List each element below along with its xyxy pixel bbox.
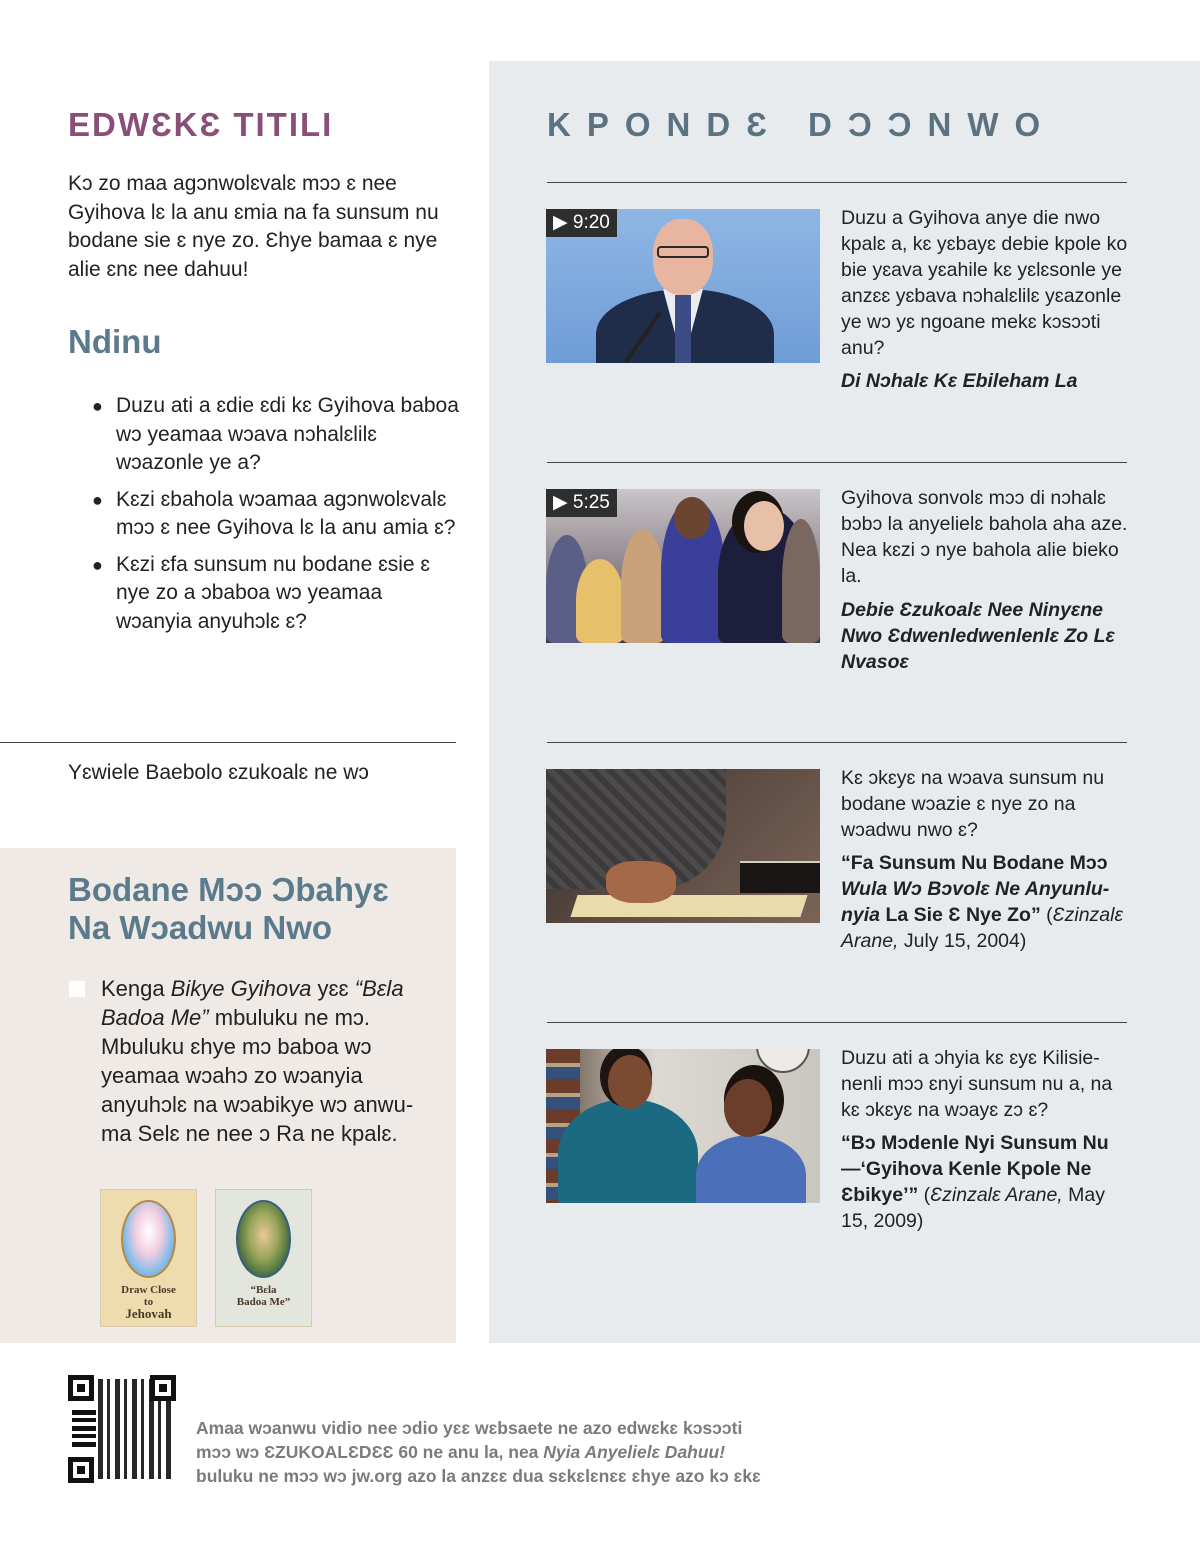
question-text: Duzu ati a ɛdie ɛdi kɛ Gyihova baboa wɔ yeamaa wɔava nɔhalɛlilɛ wɔazonle ye a? xyxy=(116,394,459,474)
divider xyxy=(547,1022,1127,1023)
question-text: Kɛzi ɛfa sunsum nu bodane ɛsie ɛ nye zo a ɔbaboa wɔ yeamaa wɔanyia anyuhɔlɛ ɛ? xyxy=(116,552,431,633)
article-question: Kɛ ɔkɛyɛ na wɔava sunsum nu bodane wɔazie ɛ nye zo na wɔadwu nwo ɛ? xyxy=(841,767,1105,841)
video-description: Gyihova sonvolɛ mɔɔ di nɔhalɛ bɔbɔ la anyelielɛ bahola aha aze. Nea kɛzi ɔ nye bahola alie bieko la. xyxy=(841,487,1128,587)
section-heading: EDWƐKƐ TITILI xyxy=(68,106,334,143)
cover-art xyxy=(236,1200,291,1278)
video-description: Duzu a Gyihova anye die nwo kpalɛ a, kɛ yɛbayɛ debie kpole ko bie yɛava yɛahile kɛ yɛlɛsonle ye anzɛɛ yɛbava nɔhalɛlilɛ yɛazonle ye wɔ yɛ ngoane mekɛ kɔsɔɔti anu? xyxy=(841,207,1128,359)
question-text: Kɛzi ɛbahola wɔamaa agɔnwolɛvalɛ mɔɔ ɛ nee Gyihova lɛ la anu amia ɛ? xyxy=(116,487,456,539)
book-cover-draw-close[interactable] xyxy=(101,1190,196,1326)
bullet-icon: ● xyxy=(92,396,103,416)
footer-note: Amaa wɔanwu vidio nee ɔdio yɛɛ wɛbsaete ne azo edwɛkɛ kɔsɔɔti mɔɔ wɔ ƐZUKOALƐDƐƐ 60 ne anu la, nea Nyia Anyelielɛ Dahuu! buluku ne mɔɔ wɔ jw.org azo la anzɛɛ dua sɛkɛlɛnɛɛ ɛhye azo kɔ ɛkɛ xyxy=(196,1418,761,1486)
bullet-icon: ● xyxy=(92,554,103,575)
video-title[interactable]: Di Nɔhalɛ Kɛ Ebileham La xyxy=(841,370,1078,392)
goal-checkbox[interactable] xyxy=(69,981,85,997)
video-duration: ▶ 9:20 xyxy=(546,209,617,237)
bullet-icon: ● xyxy=(92,489,103,510)
article-image[interactable] xyxy=(546,1049,820,1203)
questions-list xyxy=(92,392,462,644)
article-image[interactable] xyxy=(546,769,820,923)
list-item xyxy=(92,551,462,637)
divider xyxy=(547,742,1127,743)
related-heading: KPONDƐ DƆƆNWO xyxy=(547,106,1057,143)
questions-heading: Ndinu xyxy=(68,323,162,360)
intro-paragraph: Kɔ zo maa agɔnwolɛvalɛ mɔɔ ɛ nee Gyihova lɛ la anu ɛmia na fa sunsum nu bodane sie ɛ nye zo. Ɛhye bamaa ɛ nye alie ɛnɛ nee dahuu! xyxy=(68,172,439,281)
qr-code[interactable] xyxy=(68,1375,176,1483)
list-item xyxy=(92,392,462,478)
book-cover-follow-me[interactable] xyxy=(216,1190,311,1326)
completion-note: Yɛwiele Baebolo ɛzukoalɛ ne wɔ xyxy=(68,761,369,784)
divider xyxy=(547,182,1127,183)
cover-art xyxy=(121,1200,176,1278)
cover-title: Draw Close to Jehovah xyxy=(121,1284,176,1321)
video-thumbnail[interactable] xyxy=(546,209,820,363)
video-duration: ▶ 5:25 xyxy=(546,489,617,517)
goal-title: Bodane Mɔɔ Ɔbahyɛ Na Wɔadwu Nwo xyxy=(68,871,389,946)
article-title[interactable]: “Fa Sunsum Nu Bodane Mɔɔ Wula Wɔ Bɔvolɛ Ne Anyunlunyia La Sie Ɛ Nye Zo” (Ɛzinzalɛ Arane, July 15, 2004) xyxy=(841,852,1124,952)
article-question: Duzu ati a ɔhyia kɛ ɛyɛ Kilisienenli mɔɔ ɛnyi sunsum nu a, na kɛ ɔkɛyɛ na wɔayɛ zɔ ɛ? xyxy=(841,1047,1113,1121)
divider xyxy=(547,462,1127,463)
video-title[interactable]: Debie Ɛzukoalɛ Nee Ninyɛne Nwo Ɛdwenledwenlenlɛ Zo Lɛ Nvasoɛ xyxy=(841,599,1115,673)
cover-title: “Bɛla Badoa Me” xyxy=(236,1284,291,1308)
list-item xyxy=(92,486,462,543)
divider xyxy=(0,742,456,743)
video-thumbnail[interactable] xyxy=(546,489,820,643)
goal-text: Kenga Bikye Gyihova yɛɛ “Bɛla Badoa Me” mbuluku ne mɔ. Mbuluku ɛhye mɔ baboa wɔ yeamaa wɔahɔ zo wɔanyia anyuhɔlɛ na wɔabikye wɔ anwuma Selɛ ne nee ɔ Ra ne kpalɛ. xyxy=(101,976,414,1146)
article-title[interactable]: “Bɔ Mɔdenle Nyi Sunsum Nu —‘Gyihova Kenle Kpole Ne Ɛbikye’” (Ɛzinzalɛ Arane, May 15, 2009) xyxy=(841,1132,1109,1232)
